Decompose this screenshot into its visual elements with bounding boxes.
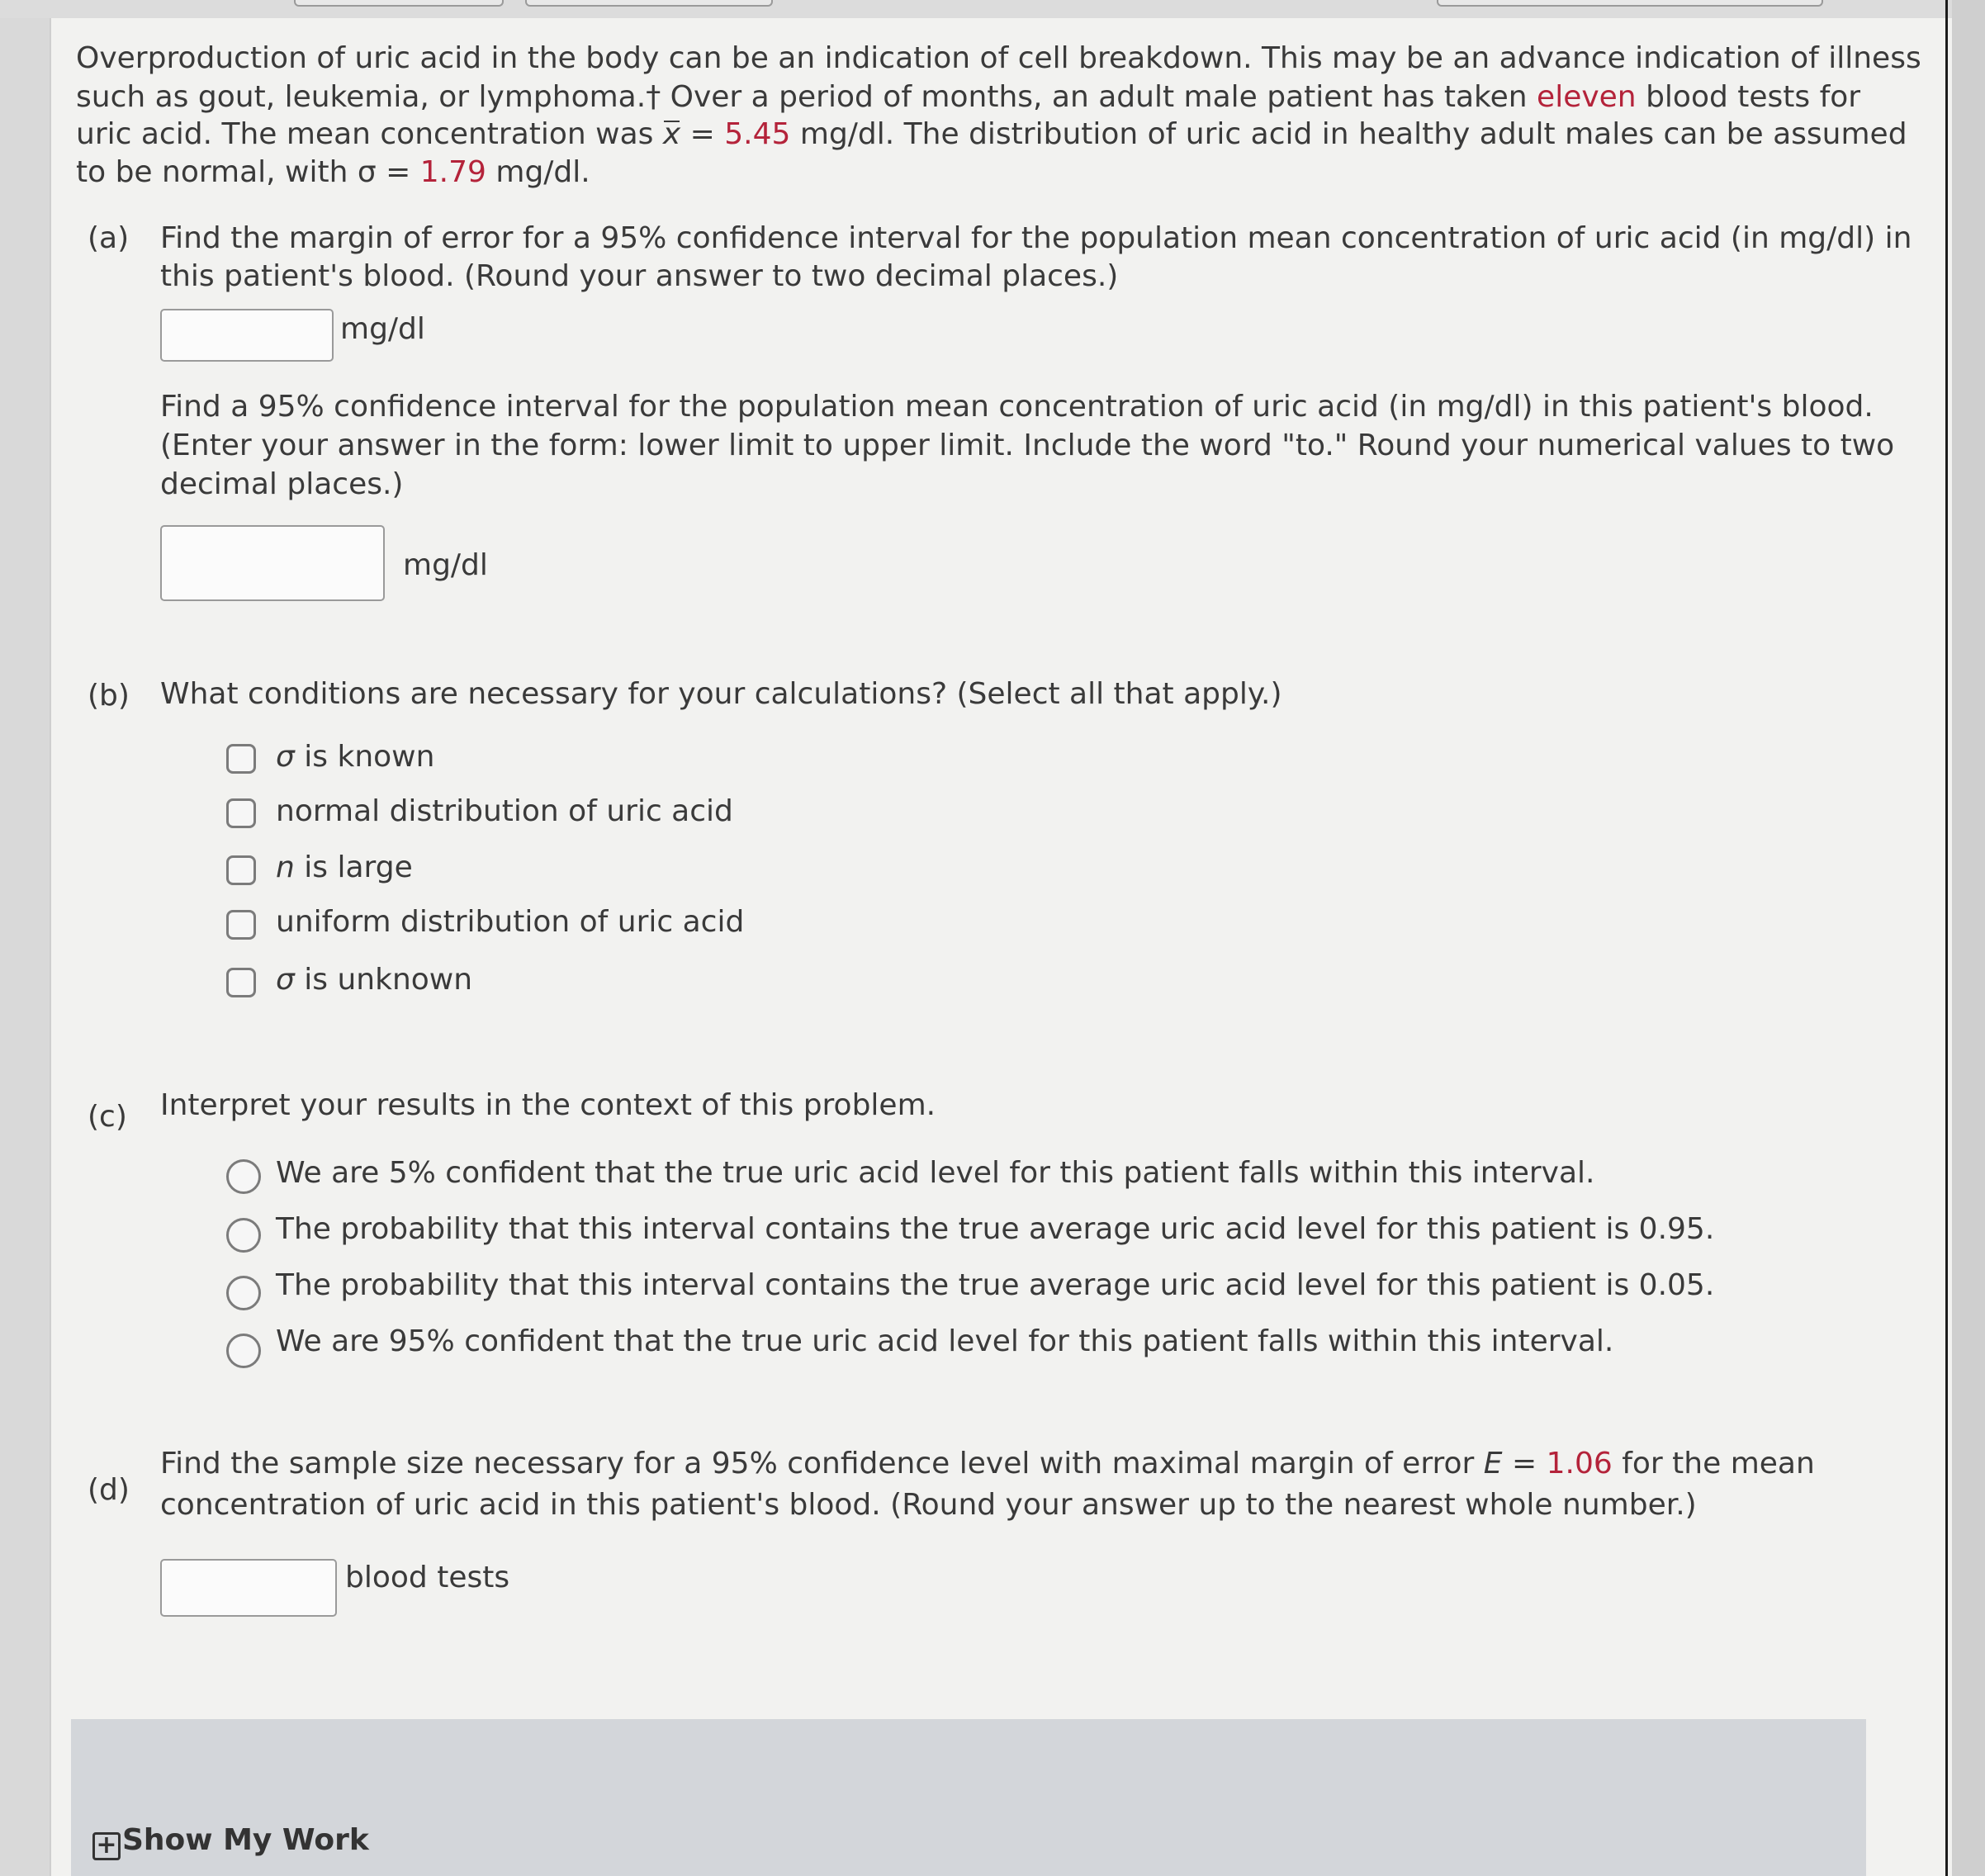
interpretation-option-4: We are 95% confident that the true uric acid level for this patient falls within this interval. [276, 1324, 1614, 1358]
part-a-ci-question-line-3: decimal places.) [160, 467, 404, 501]
part-d-question-line-1: Find the sample size necessary for a 95% confidence level with maximal margin of error E = 1.06 for the mean [160, 1447, 1815, 1480]
part-a-question-line-2: this patient's blood. (Round your answer to two decimal places.) [160, 259, 1119, 293]
part-c-question: Interpret your results in the context of this problem. [160, 1088, 936, 1122]
option-n-large: n is large [276, 850, 413, 884]
part-a-ci-question-line-2: (Enter your answer in the form: lower limit to upper limit. Include the word "to." Round your numerical values to two [160, 429, 1895, 462]
part-d-question-line-2: concentration of uric acid in this patient's blood. (Round your answer up to the nearest whole number.) [160, 1488, 1697, 1522]
window-edge [1952, 0, 1985, 1876]
part-d-label: (d) [88, 1473, 130, 1507]
top-tab-middle[interactable] [525, 0, 773, 7]
checkbox-sigma-unknown[interactable] [226, 968, 256, 997]
option-uniform-distribution: uniform distribution of uric acid [276, 905, 745, 939]
interpretation-option-3: The probability that this interval contains the true average uric acid level for this patient is 0.05. [276, 1268, 1715, 1302]
checkbox-sigma-known[interactable] [226, 744, 256, 774]
plus-icon: + [92, 1832, 121, 1860]
top-tab-left[interactable] [294, 0, 504, 7]
intro-line-4: to be normal, with σ = 1.79 mg/dl. [76, 155, 590, 189]
radio-option-1[interactable] [226, 1159, 261, 1194]
option-sigma-unknown: σ is unknown [276, 963, 473, 997]
intro-line-1: Overproduction of uric acid in the body can be an indication of cell breakdown. This may be an advance indication of illness [76, 41, 1921, 75]
checkbox-normal-distribution[interactable] [226, 798, 256, 828]
checkbox-n-large[interactable] [226, 855, 256, 885]
option-normal-distribution: normal distribution of uric acid [276, 794, 733, 828]
radio-option-4[interactable] [226, 1334, 261, 1368]
top-tab-right[interactable] [1437, 0, 1823, 7]
xbar-symbol: x [662, 117, 681, 151]
margin-of-error-unit: mg/dl [340, 312, 425, 346]
confidence-interval-input[interactable] [160, 525, 385, 601]
part-a-ci-question-line-1: Find a 95% confidence interval for the population mean concentration of uric acid (in mg/dl) in this patient's blood. [160, 390, 1874, 424]
part-c-label: (c) [88, 1100, 127, 1134]
sample-size-input[interactable] [160, 1559, 337, 1617]
mean-value: 5.45 [724, 117, 791, 151]
part-a-label: (a) [88, 221, 130, 255]
sample-size-word: eleven [1537, 80, 1637, 114]
window-divider [1945, 0, 1948, 1876]
sigma-value: 1.79 [419, 155, 486, 189]
radio-option-2[interactable] [226, 1218, 261, 1253]
interpretation-option-2: The probability that this interval contains the true average uric acid level for this patient is 0.95. [276, 1212, 1715, 1246]
show-my-work-button[interactable]: + Show My Work [92, 1823, 369, 1860]
part-a-question-line-1: Find the margin of error for a 95% confidence interval for the population mean concentration of uric acid (in mg/dl) in [160, 221, 1912, 255]
option-sigma-known: σ is known [276, 740, 435, 774]
intro-line-2: such as gout, leukemia, or lymphoma.† Over a period of months, an adult male patient has taken eleven blood tests for [76, 80, 1861, 114]
interpretation-option-1: We are 5% confident that the true uric acid level for this patient falls within this interval. [276, 1156, 1595, 1190]
sample-size-unit: blood tests [345, 1561, 510, 1594]
checkbox-uniform-distribution[interactable] [226, 910, 256, 940]
part-b-question: What conditions are necessary for your calculations? (Select all that apply.) [160, 677, 1282, 711]
margin-of-error-input[interactable] [160, 309, 334, 362]
intro-line-3: uric acid. The mean concentration was x = 5.45 mg/dl. The distribution of uric acid in healthy adult males can be assumed [76, 117, 1907, 151]
radio-option-3[interactable] [226, 1276, 261, 1310]
part-b-label: (b) [88, 679, 130, 713]
confidence-interval-unit: mg/dl [403, 548, 488, 582]
margin-e-value: 1.06 [1546, 1447, 1613, 1480]
